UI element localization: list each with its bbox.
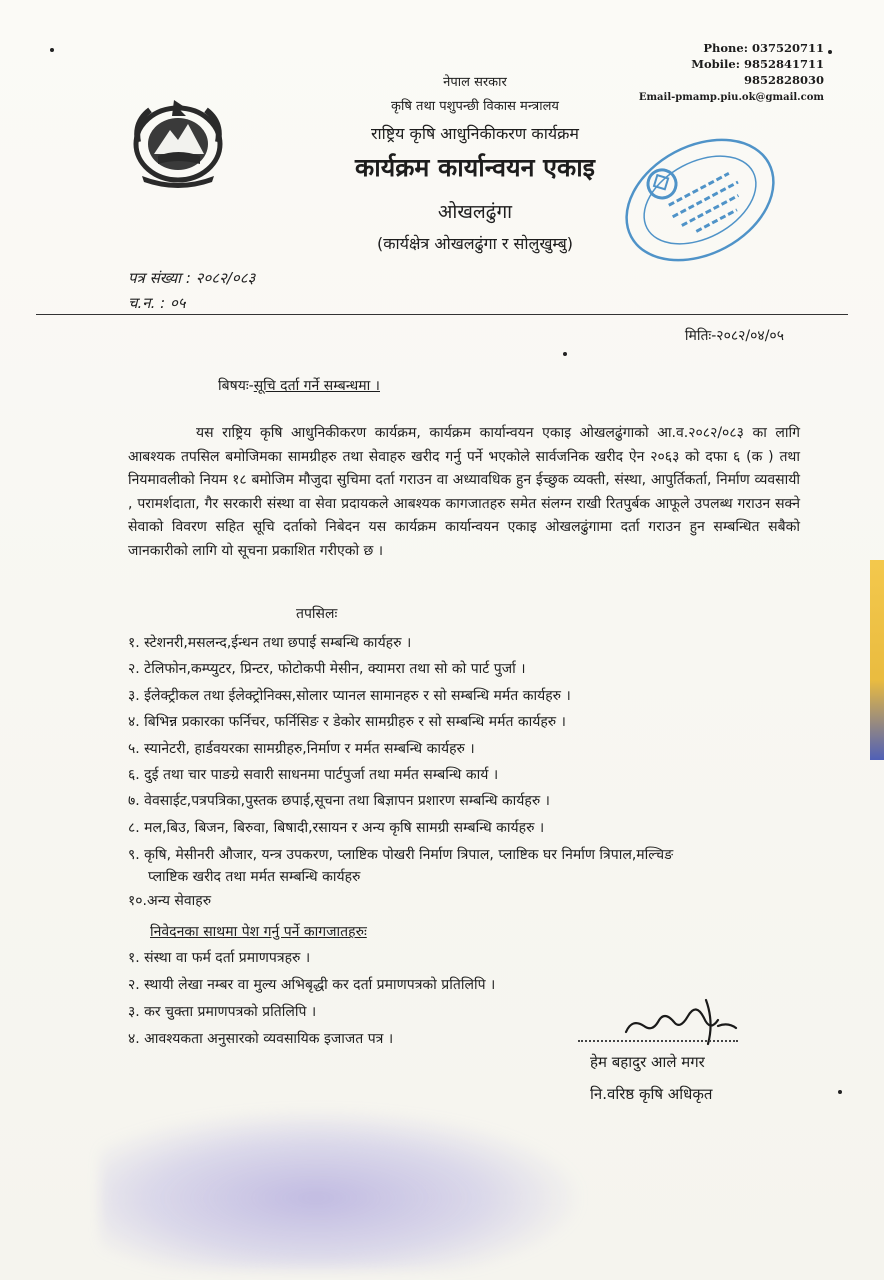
body-paragraph: यस राष्ट्रिय कृषि आधुनिकीकरण कार्यक्रम, कार्यक्रम कार्यान्वयन एकाइ ओखलढुंगाको आ.व.२०८२/०८३ का लागि आबश्यक तपसिल बमोजिमका सामग्रीहरु तथा सेवाहरु खरीद गर्नु पर्ने भएकोले सार्वजनिक खरीद ऐन २०६३ को दफा ६ (क ) तथा नियमावलीको नियम १८ बमोजिम मौजुदा सुचिमा दर्ता गराउन वा अध्यावधिक हुन ईच्छुक व्यक्ती, संस्था, आपुर्तिकर्ता, निर्माण व्यवसायी , परामर्शदाता, गैर सरकारी संस्था वा सेवा प्रदायकले आबश्यक कागजातहरु समेत संलग्न राखी रितपुर्बक आफूले उपलब्ध गराउन सक्ने सेवाको विवरण सहित सूचि दर्ताको निबेदन यस कार्यक्रम कार्यान्वयन एकाइ ओखलढुंगामा दर्ता गराउन हुन सम्बन्धित सबैको जानकारीको लागि यो सूचना प्रकाशित गरीएको छ । [128,425,800,559]
documents-list [128,945,495,1053]
paper-speck [838,1090,842,1094]
tapasil-heading: तपसिलः [296,606,338,622]
signatory-title: नि.वरिष्ठ कृषि अधिकृत [590,1085,713,1103]
document-item: ३. कर चुक्ता प्रमाणपत्रको प्रतिलिपि । [128,1004,317,1020]
letter-date: मितिः-२०८२/०४/०५ [684,328,784,344]
program-name: राष्ट्रिय कृषि आधुनिकीकरण कार्यक्रम [370,124,579,143]
paper-speck [828,50,832,54]
service-list [128,630,808,915]
paper-speck [50,48,54,52]
list-item-continuation: प्लाष्टिक खरीद तथा मर्मत सम्बन्धि कार्यहरु [148,869,361,886]
ministry-name: कृषि तथा पशुपन्छी विकास मन्त्रालय [391,99,559,114]
subject-text: सूचि दर्ता गर्ने सम्बन्धमा । [253,378,380,394]
list-item: ७. वेवसाईट,पत्रपत्रिका,पुस्तक छपाई,सूचना तथा बिज्ञापन प्रशारण सम्बन्धि कार्यहरु । [128,793,550,810]
work-area: (कार्यक्षेत्र ओखलढुंगा र सोलुखुम्बु) [377,234,573,253]
document-item: २. स्थायी लेखा नम्बर वा मुल्य अभिबृद्धी कर दर्ता प्रमाणपत्रको प्रतिलिपि । [128,977,496,993]
office-stamp-icon [610,128,790,270]
list-item: २. टेलिफोन,कम्प्युटर, प्रिन्टर, फोटोकपी मेसीन, क्यामरा तथा सो को पार्ट पुर्जा । [128,661,526,678]
list-item: १. स्टेशनरी,मसलन्द,ईन्धन तथा छपाई सम्बन्धि कार्यहरु । [128,635,412,651]
list-item [128,841,808,888]
government-name: नेपाल सरकार [443,75,507,90]
document-item: ४. आवश्यकता अनुसारको व्यवसायिक इजाजत पत्र । [128,1031,394,1047]
list-item: १०.अन्य सेवाहरु [128,893,212,910]
contact-block [639,40,824,106]
blurred-region [100,1110,580,1270]
document-item: १. संस्था वा फर्म दर्ता प्रमाणपत्रहरु । [128,950,311,966]
subject-prefix: बिषयः- [218,378,254,394]
page-edge-decoration [870,560,884,760]
signatory-name: हेम बहादुर आले मगर [590,1053,705,1071]
documents-heading: निवेदनका साथमा पेश गर्नु पर्ने कागजातहरुः [150,924,367,940]
list-item-line: ९. कृषि, मेसीनरी औजार, यन्त्र उपकरण, प्लाष्टिक पोखरी निर्माण त्रिपाल, प्लाष्टिक घर निर्माण त्रिपाल,मल्चिङ [128,847,674,864]
list-item: ८. मल,बिउ, बिजन, बिरुवा, बिषादी,रसायन र अन्य कृषि सामग्री सम्बन्धि कार्यहरु । [128,819,545,836]
list-item: ३. ईलेक्ट्रीकल तथा ईलेक्ट्रोनिक्स,सोलार प्यानल सामानहरु र सो सम्बन्धि मर्मत कार्यहरु । [128,687,571,704]
email-address: Email-pmamp.piu.ok@gmail.com [638,92,824,103]
mobile-number-1: Mobile: 9852841711 [691,57,824,71]
mobile-number-2: 9852828030 [743,73,824,87]
header-divider [36,314,848,315]
paper-speck [563,352,567,356]
district-name: ओखलढुंगा [437,201,513,223]
dispatch-number: च.न. : ०५ [128,294,186,312]
list-item: ५. स्यानेटरी, हार्डवयरका सामग्रीहरु,निर्माण र मर्मत सम्बन्धि कार्यहरु । [128,740,475,757]
signature-line [578,1040,738,1042]
phone-number: Phone: 037520711 [703,41,824,55]
unit-name: कार्यक्रम कार्यान्वयन एकाइ [355,153,595,182]
subject-line [218,376,380,395]
list-item: ६. दुई तथा चार पाङग्रे सवारी साधनमा पार्टपुर्जा तथा मर्मत सम्बन्धि कार्य । [128,766,499,783]
list-item: ४. बिभिन्न प्रकारका फर्निचर, फर्निसिङ र डेकोर सामग्रीहरु र सो सम्बन्धि मर्मत कार्यहरु । [128,714,566,731]
nepal-emblem-icon [124,92,232,188]
letter-number: पत्र संख्या : २०८२/०८३ [128,269,256,287]
